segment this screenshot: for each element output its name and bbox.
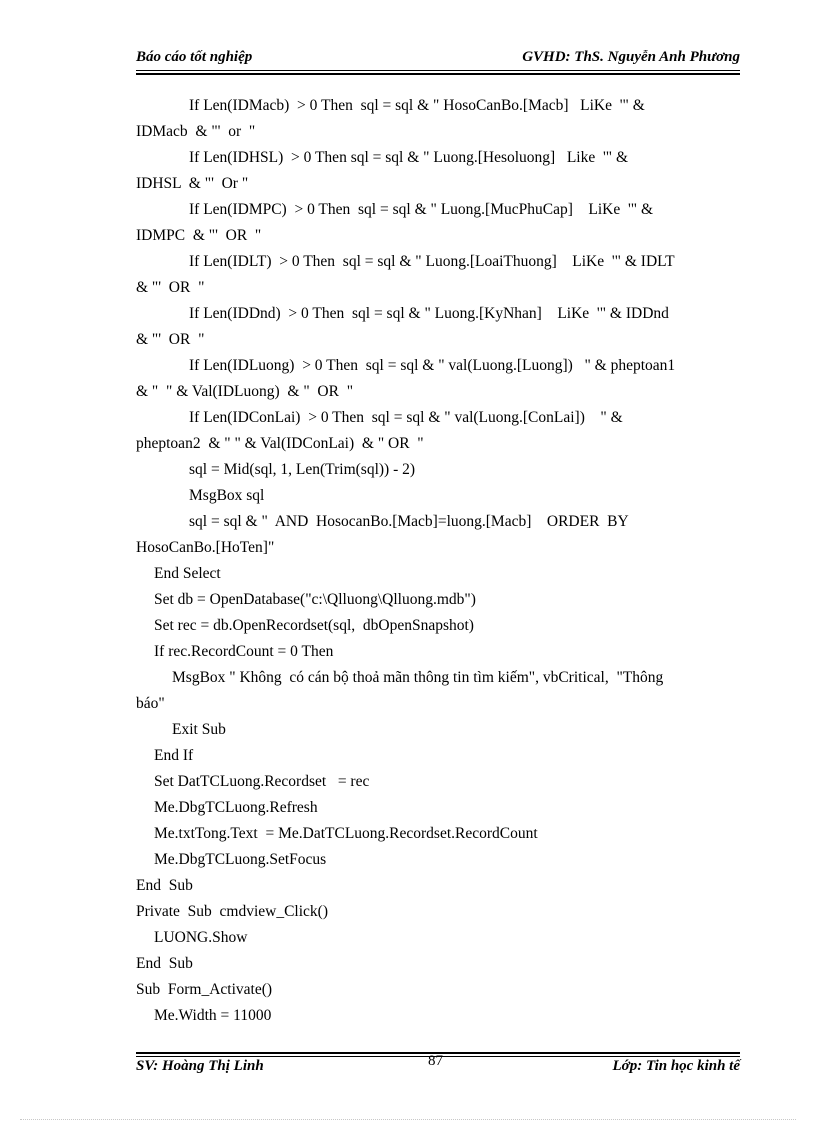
page-number: 87 [428, 1053, 443, 1069]
code-line: Me.DbgTCLuong.SetFocus [154, 851, 327, 868]
code-line: pheptoan2 & " " & Val(IDConLai) & " OR " [136, 435, 424, 452]
page-edge-dotted-line [20, 1119, 796, 1120]
page-header [136, 49, 740, 71]
code-line: If Len(IDLT) > 0 Then sql = sql & " Luong.[LoaiThuong] LiKe '" & IDLT [189, 253, 675, 270]
code-line: If Len(IDMPC) > 0 Then sql = sql & " Luong.[MucPhuCap] LiKe '" & [189, 201, 654, 218]
student-name: SV: Hoàng Thị Linh [136, 1058, 264, 1074]
code-line: If Len(IDMacb) > 0 Then sql = sql & " HosoCanBo.[Macb] LiKe '" & [189, 97, 645, 114]
code-line: If Len(IDHSL) > 0 Then sql = sql & " Luong.[Hesoluong] Like '" & [189, 149, 629, 166]
page-footer [136, 1053, 740, 1078]
header-rule-thick [136, 73, 740, 75]
code-line: End If [154, 747, 194, 764]
code-line: IDHSL & "' Or " [136, 175, 249, 192]
code-line: báo" [136, 695, 165, 712]
code-line: Sub Form_Activate() [136, 981, 273, 998]
code-line: & " " & Val(IDLuong) & " OR " [136, 383, 354, 400]
code-line: Private Sub cmdview_Click() [136, 903, 328, 920]
code-line: Me.txtTong.Text = Me.DatTCLuong.Recordset.RecordCount [154, 825, 538, 842]
class-name: Lớp: Tin học kinh tế [612, 1058, 740, 1074]
code-line: End Sub [136, 877, 193, 894]
code-line: MsgBox sql [189, 487, 265, 504]
code-line: End Select [154, 565, 221, 582]
code-line: Set rec = db.OpenRecordset(sql, dbOpenSnapshot) [154, 617, 474, 634]
code-line: Set db = OpenDatabase("c:\Qlluong\Qlluong.mdb") [154, 591, 476, 608]
code-line: sql = Mid(sql, 1, Len(Trim(sql)) - 2) [189, 461, 416, 478]
code-line: MsgBox " Không có cán bộ thoả mãn thông tin tìm kiếm", vbCritical, "Thông [172, 669, 664, 686]
code-line: If Len(IDDnd) > 0 Then sql = sql & " Luong.[KyNhan] LiKe '" & IDDnd [189, 305, 669, 322]
code-line: & "' OR " [136, 279, 205, 296]
code-line: End Sub [136, 955, 193, 972]
code-line: If Len(IDConLai) > 0 Then sql = sql & " val(Luong.[ConLai]) " & [189, 409, 623, 426]
code-line: If rec.RecordCount = 0 Then [154, 643, 334, 660]
code-line: LUONG.Show [154, 929, 248, 946]
code-line: Set DatTCLuong.Recordset = rec [154, 773, 370, 790]
code-line: sql = sql & " AND HosocanBo.[Macb]=luong.[Macb] ORDER BY [189, 513, 629, 530]
code-line: Me.Width = 11000 [154, 1007, 272, 1024]
code-line: IDMPC & "' OR " [136, 227, 262, 244]
code-line: HosoCanBo.[HoTen]" [136, 539, 275, 556]
advisor-name: GVHD: ThS. Nguyễn Anh Phương [522, 49, 740, 65]
code-line: IDMacb & "' or " [136, 123, 256, 140]
report-title: Báo cáo tốt nghiệp [136, 49, 253, 65]
header-rule-thin [136, 70, 740, 71]
code-line: Me.DbgTCLuong.Refresh [154, 799, 318, 816]
code-line: If Len(IDLuong) > 0 Then sql = sql & " val(Luong.[Luong]) " & pheptoan1 [189, 357, 676, 374]
code-line: Exit Sub [172, 721, 226, 738]
code-line: & "' OR " [136, 331, 205, 348]
